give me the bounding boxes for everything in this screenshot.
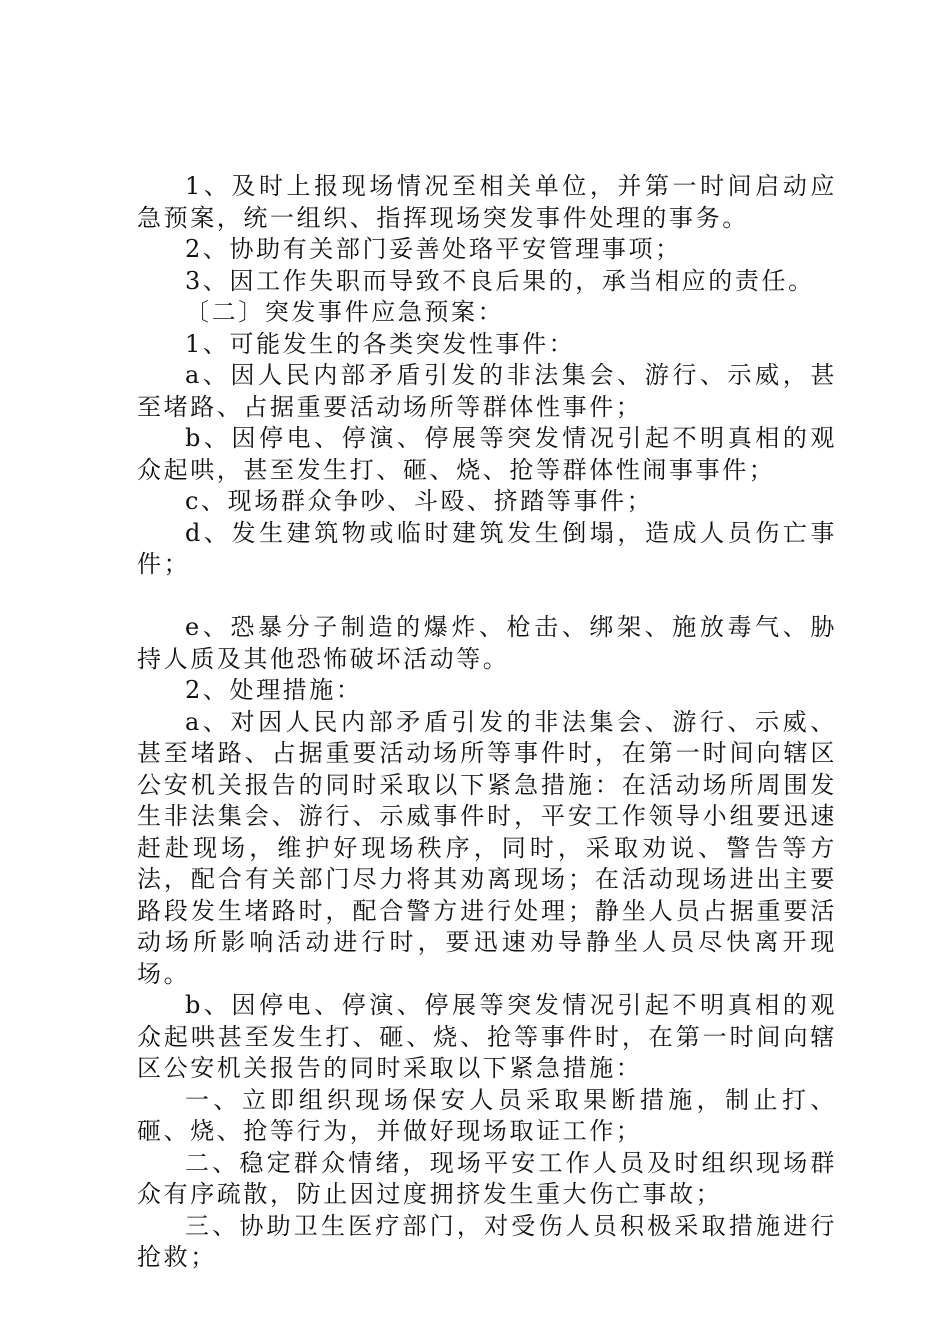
paragraph: d、发生建筑物或临时建筑发生倒塌，造成人员伤亡事件；: [137, 518, 837, 578]
paragraph: 2、处理措施：: [185, 676, 363, 704]
paragraph: 2、协助有关部门妥善处珞平安管理事项；: [185, 235, 682, 263]
paragraph: 3、因工作失职而导致不良后果的，承当相应的责任。: [185, 266, 815, 295]
section-heading: 〔二〕突发事件应急预案：: [185, 298, 505, 326]
paragraph: 二、稳定群众情绪，现场平安工作人员及时组织现场群众有序疏散，防止因过度拥挤发生重大伤亡事故；: [137, 1148, 837, 1208]
paragraph: a、因人民内部矛盾引发的非法集会、游行、示威，甚至堵路、占据重要活动场所等群体性事件；: [137, 361, 837, 421]
paragraph: a、对因人民内部矛盾引发的非法集会、游行、示威、甚至堵路、占据重要活动场所等事件时，在第一时间向辖区公安机关报告的同时采取以下紧急措施：在活动场所周围发生非法集会、游行、示威事件时，平安工作领导小组要迅速赶赴现场，维护好现场秩序，同时，采取劝说、警告等方法，配合有关部门尽力将其劝离现场；在活动现场进出主要路段发生堵路时，配合警方进行处理；静坐人员占据重要活动场所影响活动进行时，要迅速劝导静坐人员尽快离开现场。: [137, 707, 837, 988]
paragraph: 1、及时上报现场情况至相关单位，并第一时间启动应急预案，统一组织、指挥现场突发事件处理的事务。: [137, 172, 837, 232]
document-body: [137, 171, 837, 1274]
paragraph: 三、协助卫生医疗部门，对受伤人员积极采取措施进行抢救；: [137, 1211, 837, 1271]
paragraph: e、恐暴分子制造的爆炸、枪击、绑架、施放毒气、胁持人质及其他恐怖破坏活动等。: [137, 613, 837, 673]
paragraph: b、因停电、停演、停展等突发情况引起不明真相的观众起哄，甚至发生打、砸、烧、抢等群体性闹事事件；: [137, 424, 837, 484]
paragraph: 1、可能发生的各类突发性事件：: [185, 329, 576, 358]
paragraph: 一、立即组织现场保安人员采取果断措施，制止打、砸、烧、抢等行为，并做好现场取证工作；: [137, 1085, 837, 1145]
paragraph: b、因停电、停演、停展等突发情况引起不明真相的观众起哄甚至发生打、砸、烧、抢等事件时，在第一时间向辖区公安机关报告的同时采取以下紧急措施：: [137, 991, 837, 1082]
paragraph: c、现场群众争吵、斗殴、挤踏等事件；: [185, 487, 654, 515]
